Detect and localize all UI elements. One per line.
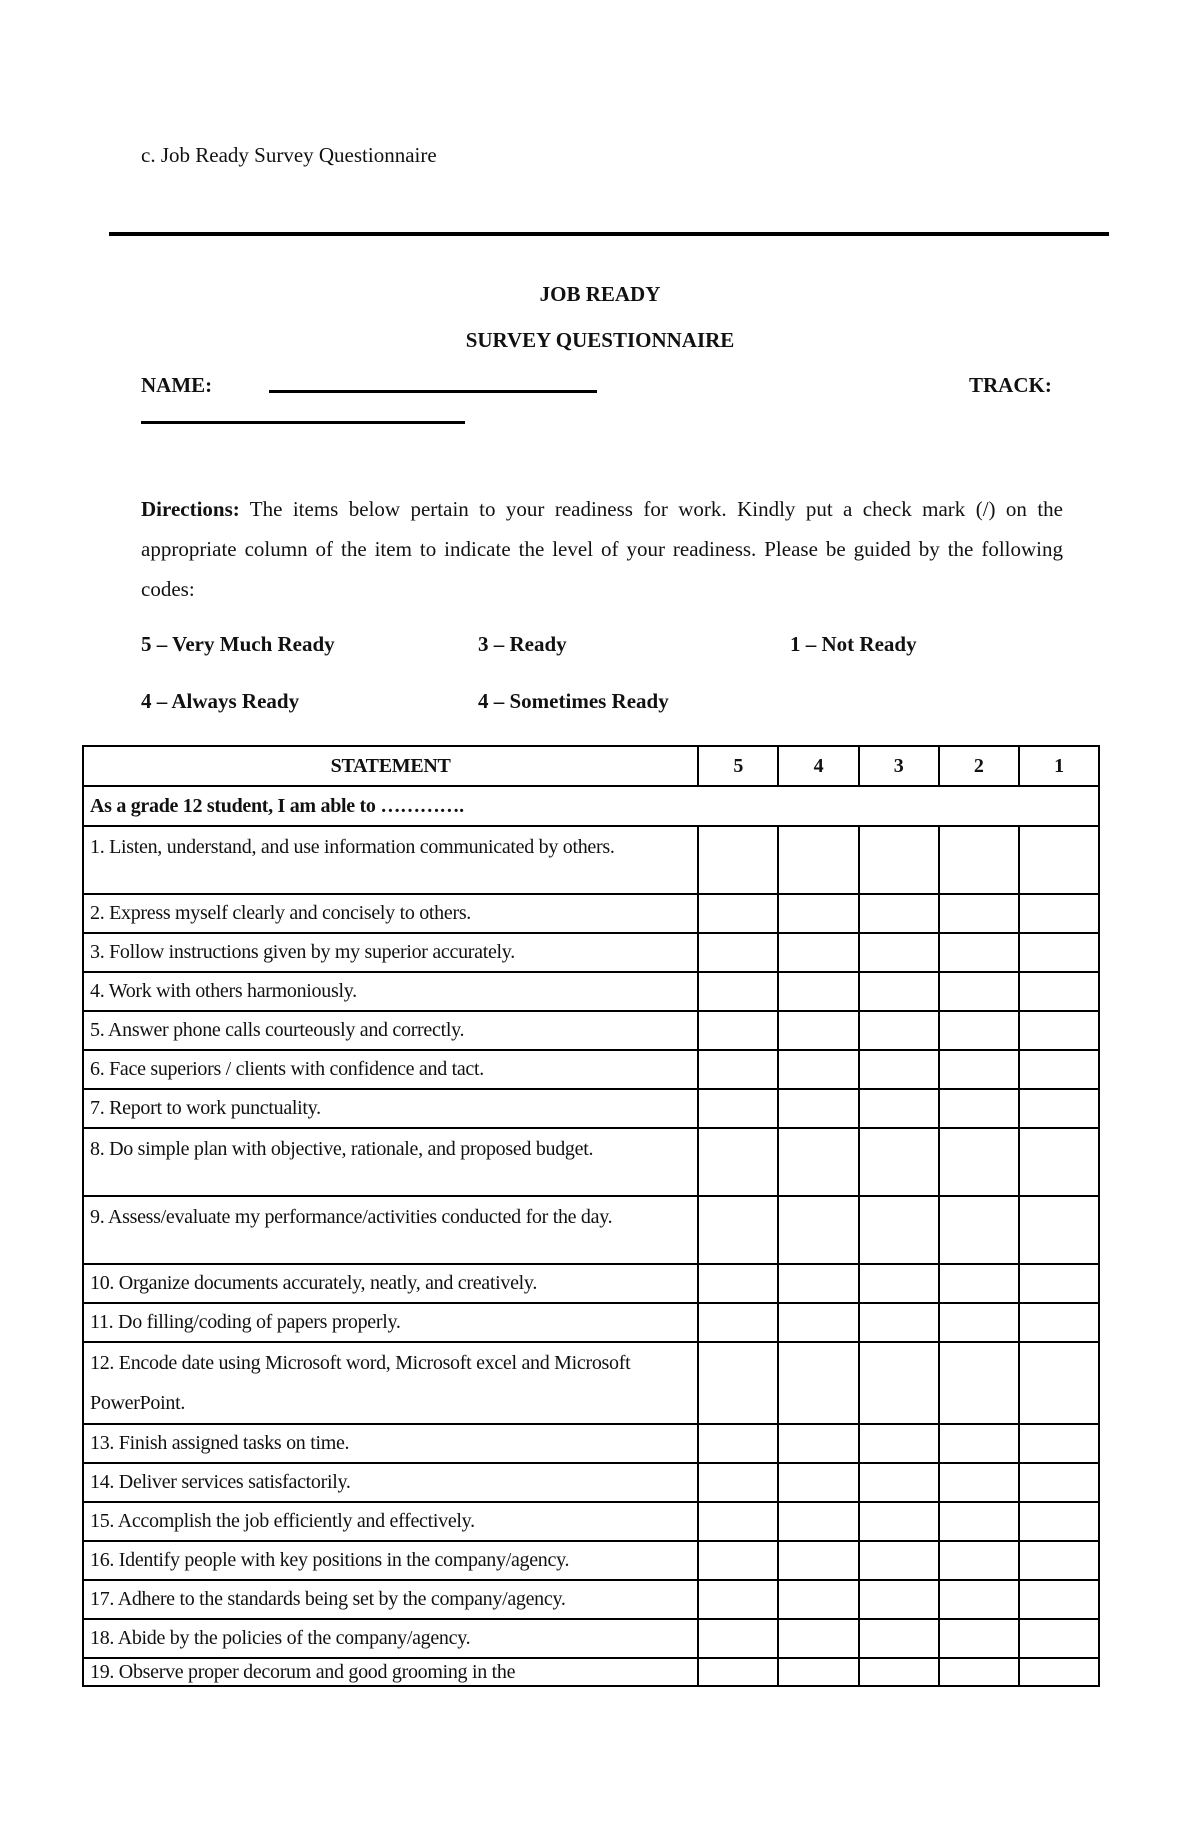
table-row bbox=[83, 894, 1099, 933]
table-row bbox=[83, 1342, 1099, 1424]
rating-cell-5[interactable] bbox=[698, 1541, 778, 1580]
rating-cell-1[interactable] bbox=[1019, 1089, 1099, 1128]
rating-cell-2[interactable] bbox=[939, 1264, 1019, 1303]
rating-cell-1[interactable] bbox=[1019, 1541, 1099, 1580]
track-label: TRACK: bbox=[969, 373, 1052, 397]
rating-cell-3[interactable] bbox=[859, 1264, 939, 1303]
statement-cell: 10. Organize documents accurately, neatly, and creatively. bbox=[83, 1264, 698, 1303]
statement-cell: 3. Follow instructions given by my superior accurately. bbox=[83, 933, 698, 972]
rating-cell-3[interactable] bbox=[859, 1502, 939, 1541]
rating-cell-3[interactable] bbox=[859, 1658, 939, 1686]
rating-cell-1[interactable] bbox=[1019, 1580, 1099, 1619]
statement-cell: 9. Assess/evaluate my performance/activities conducted for the day. bbox=[83, 1196, 698, 1264]
statement-cell: 16. Identify people with key positions in the company/agency. bbox=[83, 1541, 698, 1580]
table-row bbox=[83, 1303, 1099, 1342]
statement-cell: 2. Express myself clearly and concisely to others. bbox=[83, 894, 698, 933]
rating-cell-5[interactable] bbox=[698, 1424, 778, 1463]
rating-cell-4[interactable] bbox=[778, 894, 858, 933]
survey-table bbox=[82, 745, 1100, 1687]
rating-cell-5[interactable] bbox=[698, 1580, 778, 1619]
horizontal-rule bbox=[109, 232, 1109, 236]
table-row bbox=[83, 1541, 1099, 1580]
table-row bbox=[83, 1619, 1099, 1658]
rating-cell-3[interactable] bbox=[859, 1196, 939, 1264]
intro-row bbox=[83, 786, 1099, 826]
table-row bbox=[83, 972, 1099, 1011]
rating-cell-1[interactable] bbox=[1019, 1658, 1099, 1686]
rating-cell-2[interactable] bbox=[939, 1050, 1019, 1089]
rating-cell-5[interactable] bbox=[698, 1050, 778, 1089]
rating-cell-1[interactable] bbox=[1019, 1463, 1099, 1502]
column-header-4: 4 bbox=[778, 746, 858, 786]
rating-cell-5[interactable] bbox=[698, 1303, 778, 1342]
rating-cell-2[interactable] bbox=[939, 1424, 1019, 1463]
rating-cell-5[interactable] bbox=[698, 1658, 778, 1686]
table-row bbox=[83, 1580, 1099, 1619]
rating-cell-3[interactable] bbox=[859, 1089, 939, 1128]
rating-cell-4[interactable] bbox=[778, 1089, 858, 1128]
document-title: JOB READY bbox=[539, 282, 661, 306]
code-legend-item: 4 – Sometimes Ready bbox=[478, 689, 669, 713]
rating-cell-2[interactable] bbox=[939, 972, 1019, 1011]
rating-cell-4[interactable] bbox=[778, 1463, 858, 1502]
rating-cell-3[interactable] bbox=[859, 1128, 939, 1196]
rating-cell-3[interactable] bbox=[859, 826, 939, 894]
rating-cell-4[interactable] bbox=[778, 1128, 858, 1196]
column-header-3: 3 bbox=[859, 746, 939, 786]
rating-cell-5[interactable] bbox=[698, 972, 778, 1011]
column-header-5: 5 bbox=[698, 746, 778, 786]
statement-cell: 8. Do simple plan with objective, rationale, and proposed budget. bbox=[83, 1128, 698, 1196]
rating-cell-2[interactable] bbox=[939, 894, 1019, 933]
rating-cell-4[interactable] bbox=[778, 1303, 858, 1342]
rating-cell-5[interactable] bbox=[698, 1196, 778, 1264]
statement-cell: 14. Deliver services satisfactorily. bbox=[83, 1463, 698, 1502]
table-row bbox=[83, 1424, 1099, 1463]
statement-cell: 17. Adhere to the standards being set by the company/agency. bbox=[83, 1580, 698, 1619]
statement-cell: 4. Work with others harmoniously. bbox=[83, 972, 698, 1011]
rating-cell-1[interactable] bbox=[1019, 1196, 1099, 1264]
rating-cell-4[interactable] bbox=[778, 1342, 858, 1424]
rating-cell-4[interactable] bbox=[778, 1541, 858, 1580]
table-row bbox=[83, 1196, 1099, 1264]
rating-cell-4[interactable] bbox=[778, 1658, 858, 1686]
column-header-statement: STATEMENT bbox=[83, 746, 698, 786]
rating-cell-3[interactable] bbox=[859, 972, 939, 1011]
statement-cell: 15. Accomplish the job efficiently and effectively. bbox=[83, 1502, 698, 1541]
rating-cell-2[interactable] bbox=[939, 1196, 1019, 1264]
name-field[interactable] bbox=[269, 390, 597, 393]
code-legend-item: 1 – Not Ready bbox=[790, 632, 917, 656]
rating-cell-3[interactable] bbox=[859, 1303, 939, 1342]
statement-cell: 11. Do filling/coding of papers properly. bbox=[83, 1303, 698, 1342]
rating-cell-3[interactable] bbox=[859, 1541, 939, 1580]
rating-cell-1[interactable] bbox=[1019, 1264, 1099, 1303]
rating-cell-4[interactable] bbox=[778, 1619, 858, 1658]
table-row bbox=[83, 1089, 1099, 1128]
directions-text: The items below pertain to your readiness for work. Kindly put a check mark (/) on the appropriate column of the item to indicate the level of your readiness. Please be guided by the following codes: bbox=[141, 497, 1063, 601]
statement-cell: 19. Observe proper decorum and good grooming in the bbox=[83, 1658, 698, 1686]
rating-cell-2[interactable] bbox=[939, 1342, 1019, 1424]
rating-cell-3[interactable] bbox=[859, 933, 939, 972]
directions-paragraph bbox=[141, 489, 1063, 609]
rating-cell-1[interactable] bbox=[1019, 1502, 1099, 1541]
rating-cell-1[interactable] bbox=[1019, 1342, 1099, 1424]
rating-cell-5[interactable] bbox=[698, 1089, 778, 1128]
rating-cell-4[interactable] bbox=[778, 1050, 858, 1089]
statement-cell: 18. Abide by the policies of the company/agency. bbox=[83, 1619, 698, 1658]
rating-cell-3[interactable] bbox=[859, 1424, 939, 1463]
column-header-1: 1 bbox=[1019, 746, 1099, 786]
rating-cell-3[interactable] bbox=[859, 1342, 939, 1424]
rating-cell-2[interactable] bbox=[939, 1658, 1019, 1686]
rating-cell-2[interactable] bbox=[939, 1011, 1019, 1050]
rating-cell-4[interactable] bbox=[778, 1196, 858, 1264]
rating-cell-2[interactable] bbox=[939, 1463, 1019, 1502]
rating-cell-2[interactable] bbox=[939, 1128, 1019, 1196]
rating-cell-4[interactable] bbox=[778, 1011, 858, 1050]
rating-cell-2[interactable] bbox=[939, 1502, 1019, 1541]
section-label: c. Job Ready Survey Questionnaire bbox=[141, 143, 437, 167]
track-field[interactable] bbox=[141, 421, 465, 424]
rating-cell-1[interactable] bbox=[1019, 1619, 1099, 1658]
name-label: NAME: bbox=[141, 373, 213, 397]
rating-cell-1[interactable] bbox=[1019, 826, 1099, 894]
rating-cell-5[interactable] bbox=[698, 1128, 778, 1196]
rating-cell-5[interactable] bbox=[698, 1463, 778, 1502]
table-row bbox=[83, 1128, 1099, 1196]
statement-cell: 6. Face superiors / clients with confidence and tact. bbox=[83, 1050, 698, 1089]
rating-cell-3[interactable] bbox=[859, 1463, 939, 1502]
rating-cell-3[interactable] bbox=[859, 1050, 939, 1089]
rating-cell-1[interactable] bbox=[1019, 1424, 1099, 1463]
rating-cell-3[interactable] bbox=[859, 894, 939, 933]
rating-cell-2[interactable] bbox=[939, 826, 1019, 894]
rating-cell-1[interactable] bbox=[1019, 1050, 1099, 1089]
rating-cell-1[interactable] bbox=[1019, 1011, 1099, 1050]
rating-cell-5[interactable] bbox=[698, 826, 778, 894]
rating-cell-4[interactable] bbox=[778, 826, 858, 894]
rating-cell-5[interactable] bbox=[698, 1502, 778, 1541]
statement-cell: 13. Finish assigned tasks on time. bbox=[83, 1424, 698, 1463]
column-header-2: 2 bbox=[939, 746, 1019, 786]
rating-cell-4[interactable] bbox=[778, 972, 858, 1011]
intro-statement: As a grade 12 student, I am able to …………. bbox=[83, 786, 1099, 826]
rating-cell-2[interactable] bbox=[939, 1541, 1019, 1580]
rating-cell-4[interactable] bbox=[778, 1424, 858, 1463]
table-row bbox=[83, 1463, 1099, 1502]
statement-cell: 5. Answer phone calls courteously and correctly. bbox=[83, 1011, 698, 1050]
rating-cell-2[interactable] bbox=[939, 933, 1019, 972]
rating-cell-2[interactable] bbox=[939, 1089, 1019, 1128]
table-header-row bbox=[83, 746, 1099, 786]
rating-cell-5[interactable] bbox=[698, 1011, 778, 1050]
statement-cell: 12. Encode date using Microsoft word, Microsoft excel and Microsoft PowerPoint. bbox=[83, 1342, 698, 1424]
rating-cell-3[interactable] bbox=[859, 1619, 939, 1658]
table-row bbox=[83, 826, 1099, 894]
rating-cell-2[interactable] bbox=[939, 1619, 1019, 1658]
document-subtitle: SURVEY QUESTIONNAIRE bbox=[465, 328, 735, 352]
table-row bbox=[83, 1502, 1099, 1541]
rating-cell-1[interactable] bbox=[1019, 1303, 1099, 1342]
rating-cell-5[interactable] bbox=[698, 1342, 778, 1424]
rating-cell-3[interactable] bbox=[859, 1011, 939, 1050]
statement-cell: 7. Report to work punctuality. bbox=[83, 1089, 698, 1128]
rating-cell-2[interactable] bbox=[939, 1303, 1019, 1342]
code-legend-item: 4 – Always Ready bbox=[141, 689, 300, 713]
rating-cell-3[interactable] bbox=[859, 1580, 939, 1619]
rating-cell-4[interactable] bbox=[778, 1502, 858, 1541]
rating-cell-5[interactable] bbox=[698, 1619, 778, 1658]
rating-cell-1[interactable] bbox=[1019, 933, 1099, 972]
rating-cell-5[interactable] bbox=[698, 933, 778, 972]
code-legend-item: 3 – Ready bbox=[478, 632, 567, 656]
rating-cell-2[interactable] bbox=[939, 1580, 1019, 1619]
table-row bbox=[83, 1011, 1099, 1050]
rating-cell-5[interactable] bbox=[698, 894, 778, 933]
code-legend-item: 5 – Very Much Ready bbox=[141, 632, 335, 656]
table-row bbox=[83, 1264, 1099, 1303]
rating-cell-1[interactable] bbox=[1019, 972, 1099, 1011]
rating-cell-4[interactable] bbox=[778, 1580, 858, 1619]
rating-cell-5[interactable] bbox=[698, 1264, 778, 1303]
directions-label: Directions: bbox=[141, 497, 240, 521]
rating-cell-1[interactable] bbox=[1019, 1128, 1099, 1196]
rating-cell-1[interactable] bbox=[1019, 894, 1099, 933]
rating-cell-4[interactable] bbox=[778, 933, 858, 972]
table-row bbox=[83, 1658, 1099, 1686]
table-row bbox=[83, 1050, 1099, 1089]
table-row bbox=[83, 933, 1099, 972]
rating-cell-4[interactable] bbox=[778, 1264, 858, 1303]
statement-cell: 1. Listen, understand, and use information communicated by others. bbox=[83, 826, 698, 894]
